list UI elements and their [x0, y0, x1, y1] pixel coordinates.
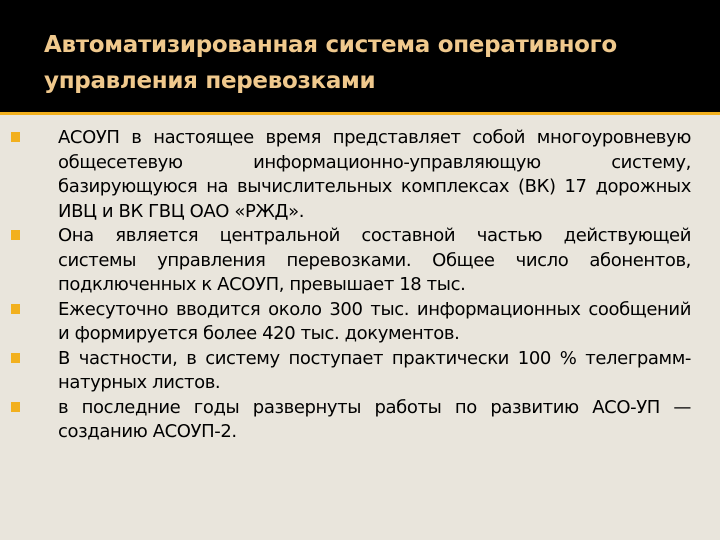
slide-title-line-1: Автоматизированная система оперативного: [44, 32, 617, 58]
bullet-text-1: АСОУП в настоящее время представляет собой многоуровневую общесетевую информационно-управляющую систему, базирующуюся на вычислительных комплексах (ВК) 17 дорожных ИВЦ и ВК ГВЦ ОАО «РЖД».: [58, 127, 691, 222]
slide-title-line-2: управления перевозками: [44, 68, 376, 94]
square-bullet-icon: [11, 304, 20, 314]
bullet-item-1: [58, 126, 691, 224]
bullet-text-2: Она является центральной составной частью действующей системы управления перевозками. Общее число абонентов, подключенных к АСОУП, превышает 18 тыс.: [58, 225, 691, 295]
bullet-item-5: [58, 396, 691, 445]
bullet-text-4: В частности, в систему поступает практически 100 % телеграмм-натурных листов.: [58, 347, 691, 393]
bullet-list: [58, 126, 691, 445]
square-bullet-icon: [11, 402, 20, 412]
slide-content: [0, 115, 720, 540]
bullet-text-3: Ежесуточно вводится около 300 тыс. информационных сообщений и формируется более 420 тыс. документов.: [58, 298, 691, 344]
bullet-text-5: в последние годы развернуты работы по развитию АСО-УП — созданию АСОУП-2.: [58, 396, 691, 442]
title-bar: [0, 0, 720, 112]
square-bullet-icon: [11, 230, 20, 240]
slide-title: [44, 27, 704, 99]
square-bullet-icon: [11, 132, 20, 142]
bullet-item-4: [58, 347, 691, 396]
bullet-item-2: [58, 224, 691, 298]
square-bullet-icon: [11, 353, 20, 363]
bullet-item-3: [58, 298, 691, 347]
